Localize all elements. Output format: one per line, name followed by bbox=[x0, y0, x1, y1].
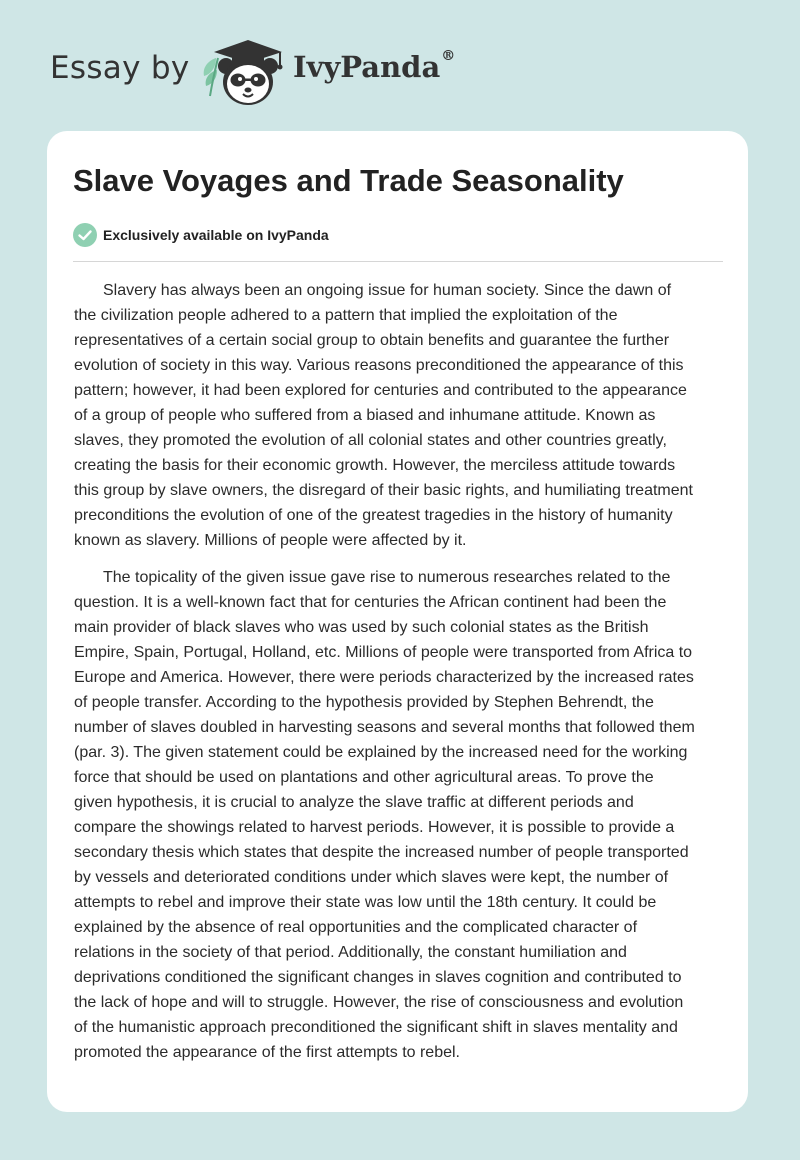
check-circle-icon bbox=[73, 223, 97, 247]
exclusive-badge bbox=[73, 223, 329, 247]
registered-mark: ® bbox=[441, 48, 456, 64]
divider bbox=[73, 261, 723, 262]
brand-name-text: IvyPanda bbox=[293, 50, 441, 84]
paragraph-2: The topicality of the given issue gave rise to numerous researches related to the question. It is a well-known fact that for centuries the African continent had been the main provider of black slaves who was used by such colonial states as the British Empire, Spain, Portugal, Holland, etc. Millions of people were transported from Africa to Europe and America. However, there were periods characterized by the increased rates of people transfer. According to the hypothesis provided by Stephen Behrendt, the number of slaves doubled in harvesting seasons and several months that followed them (par. 3). The given statement could be explained by the increased need for the working force that should be used on plantations and other agricultural areas. To prove the given hypothesis, it is crucial to analyze the slave traffic at different periods and compare the showings related to harvest periods. However, it is possible to provide a secondary thesis which states that despite the increased number of people transported by vessels and deteriorated conditions under which slaves were kept, the number of attempts to rebel and improve their state was low until the 18th century. It could be explained by the absence of real opportunities and the complicated character of relations in the society of that period. Additionally, the constant humiliation and deprivations conditioned the significant changes in slaves cognition and contributed to the lack of hope and will to struggle. However, the rise of consciousness and evolution of the humanistic approach preconditioned the significant shift in slaves mentality and promoted the appearance of the first attempts to rebel. bbox=[74, 569, 695, 1061]
essay-body bbox=[74, 278, 721, 1077]
brand-name[interactable] bbox=[293, 50, 455, 84]
essay-card bbox=[47, 131, 748, 1112]
panda-logo-icon[interactable] bbox=[200, 36, 292, 108]
site-header bbox=[0, 0, 800, 130]
brand-prefix: Essay by bbox=[50, 50, 190, 86]
exclusive-badge-label: Exclusively available on IvyPanda bbox=[103, 227, 329, 243]
page-title: Slave Voyages and Trade Seasonality bbox=[73, 163, 624, 198]
paragraph-1: Slavery has always been an ongoing issue for human society. Since the dawn of the civilization people adhered to a pattern that implied the exploitation of the representatives of a certain social group to obtain benefits and guarantee the further evolution of society in this way. Various reasons preconditioned the appearance of this pattern; however, it had been explored for centuries and contributed to the appearance of a group of people who suffered from a biased and inhumane attitude. Known as slaves, they promoted the evolution of all colonial states and other countries greatly, creating the basis for their economic growth. However, the merciless attitude towards this group by slave owners, the disregard of their basic rights, and humiliating treatment preconditions the evolution of one of the greatest tragedies in the history of humanity known as slavery. Millions of people were affected by it. bbox=[74, 282, 693, 549]
